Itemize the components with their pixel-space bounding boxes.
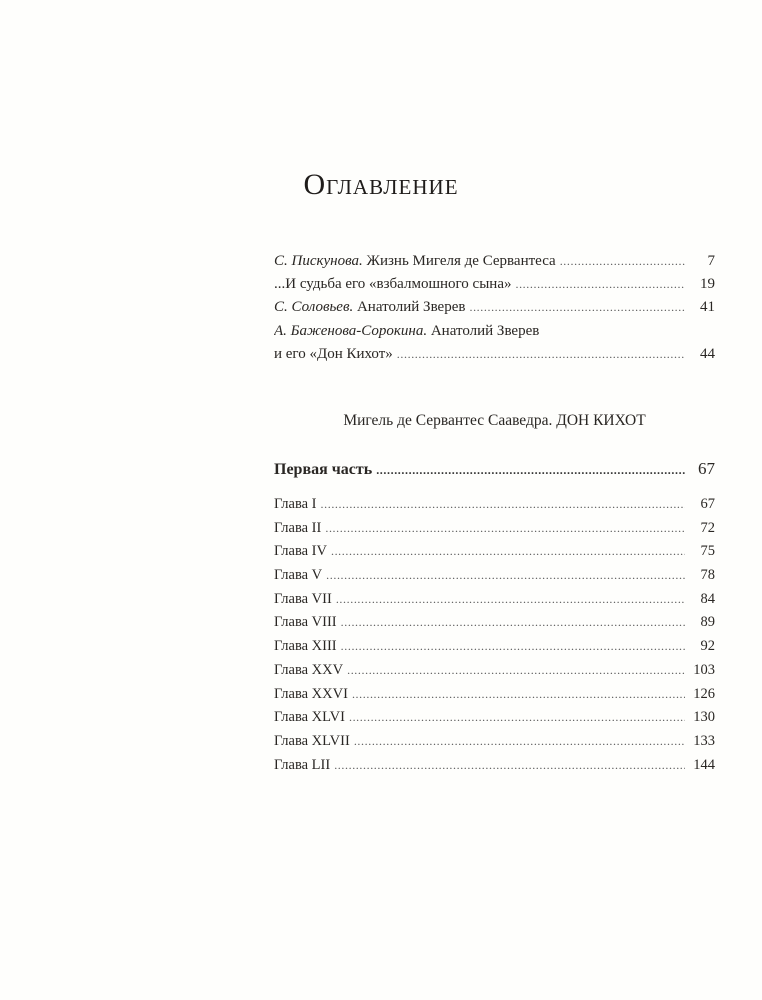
dot-leader xyxy=(376,457,685,482)
chapter-label: Глава VIII xyxy=(274,614,337,631)
chapter-page: 75 xyxy=(700,543,715,560)
chapter-entry[interactable] xyxy=(274,540,715,564)
section-subtitle: Мигель де Сервантес Сааведра. ДОН КИХОТ xyxy=(343,412,646,429)
chapter-page: 144 xyxy=(693,756,715,773)
dot-leader xyxy=(331,540,685,564)
toc-entry-page: 19 xyxy=(700,276,715,293)
chapter-entry[interactable] xyxy=(274,635,715,659)
dot-leader xyxy=(341,635,685,659)
chapter-label: Глава I xyxy=(274,496,317,512)
toc-entry-page: 41 xyxy=(700,299,715,316)
toc-entry-title: Анатолий Зверев xyxy=(356,299,466,316)
dot-leader xyxy=(397,343,685,366)
toc-entry-author: С. Соловьев. xyxy=(274,299,354,316)
chapter-label: Глава XXV xyxy=(274,661,344,678)
chapter-entry[interactable] xyxy=(274,706,715,730)
chapter-label: Глава XLVI xyxy=(274,709,345,726)
toc-entry[interactable] xyxy=(274,296,715,319)
dot-leader xyxy=(341,611,685,635)
toc-part-entry[interactable] xyxy=(274,456,715,482)
chapter-page: 89 xyxy=(700,614,715,631)
toc-entry-label xyxy=(274,296,465,319)
dot-leader xyxy=(347,659,685,683)
toc-entry-author: А. Баженова-Сорокина. xyxy=(274,322,428,339)
dot-leader xyxy=(354,730,685,754)
dot-leader xyxy=(325,517,685,541)
chapter-entry[interactable] xyxy=(274,493,715,517)
chapter-page: 92 xyxy=(700,638,715,655)
dot-leader xyxy=(326,564,685,588)
dot-leader xyxy=(349,706,685,730)
chapter-label: Глава II xyxy=(274,519,322,536)
toc-entry-title-cont: и его «Дон Кихот» xyxy=(274,345,393,362)
toc-entry-label xyxy=(274,320,539,343)
dot-leader xyxy=(336,588,685,612)
chapter-page: 78 xyxy=(700,567,715,584)
dot-leader xyxy=(321,493,685,517)
chapter-label: Глава XLVII xyxy=(274,732,350,749)
chapter-page: 84 xyxy=(700,590,715,607)
chapter-label: Глава V xyxy=(274,567,323,584)
toc-entry[interactable] xyxy=(274,273,715,296)
intro-toc xyxy=(274,250,715,366)
chapter-page: 126 xyxy=(693,685,715,702)
chapter-label: Глава IV xyxy=(274,543,327,560)
toc-part-page: 67 xyxy=(698,459,715,478)
toc-entry-title: Анатолий Зверев xyxy=(430,322,540,339)
chapter-entry[interactable] xyxy=(274,588,715,612)
dot-leader xyxy=(515,273,685,296)
page-title: Оглавление xyxy=(303,168,459,201)
chapter-page: 130 xyxy=(693,709,715,726)
dot-leader xyxy=(334,754,685,778)
chapter-entry[interactable] xyxy=(274,754,715,778)
part-heading xyxy=(274,456,715,482)
dot-leader xyxy=(352,683,685,707)
chapter-label: Глава XXVI xyxy=(274,685,348,702)
toc-entry-title: ...И судьба его «взбалмошного сына» xyxy=(274,276,512,293)
chapter-entry[interactable] xyxy=(274,659,715,683)
chapter-entry[interactable] xyxy=(274,683,715,707)
chapter-page: 133 xyxy=(693,732,715,749)
chapter-label: Глава XIII xyxy=(274,638,337,655)
chapter-list xyxy=(274,493,715,777)
toc-entry-line2[interactable] xyxy=(274,343,715,366)
toc-part-label: Первая часть xyxy=(274,461,373,478)
chapter-entry[interactable] xyxy=(274,730,715,754)
dot-leader xyxy=(469,296,685,319)
toc-entry-page: 44 xyxy=(700,345,715,362)
toc-entry-page: 7 xyxy=(707,253,715,269)
chapter-entry[interactable] xyxy=(274,564,715,588)
chapter-label: Глава LII xyxy=(274,756,331,773)
chapter-page: 72 xyxy=(700,519,715,536)
chapter-label: Глава VII xyxy=(274,590,332,607)
toc-entry-title: Жизнь Мигеля де Сервантеса xyxy=(366,253,556,269)
dot-leader xyxy=(560,250,685,273)
toc-entry-author: С. Пискунова. xyxy=(274,253,363,269)
chapter-page: 103 xyxy=(693,661,715,678)
toc-entry-line1[interactable] xyxy=(274,320,715,343)
toc-entry[interactable] xyxy=(274,250,715,273)
toc-entry-label xyxy=(274,250,556,273)
chapter-entry[interactable] xyxy=(274,611,715,635)
toc-entry-label xyxy=(274,273,511,296)
chapter-entry[interactable] xyxy=(274,517,715,541)
chapter-page: 67 xyxy=(700,496,715,512)
